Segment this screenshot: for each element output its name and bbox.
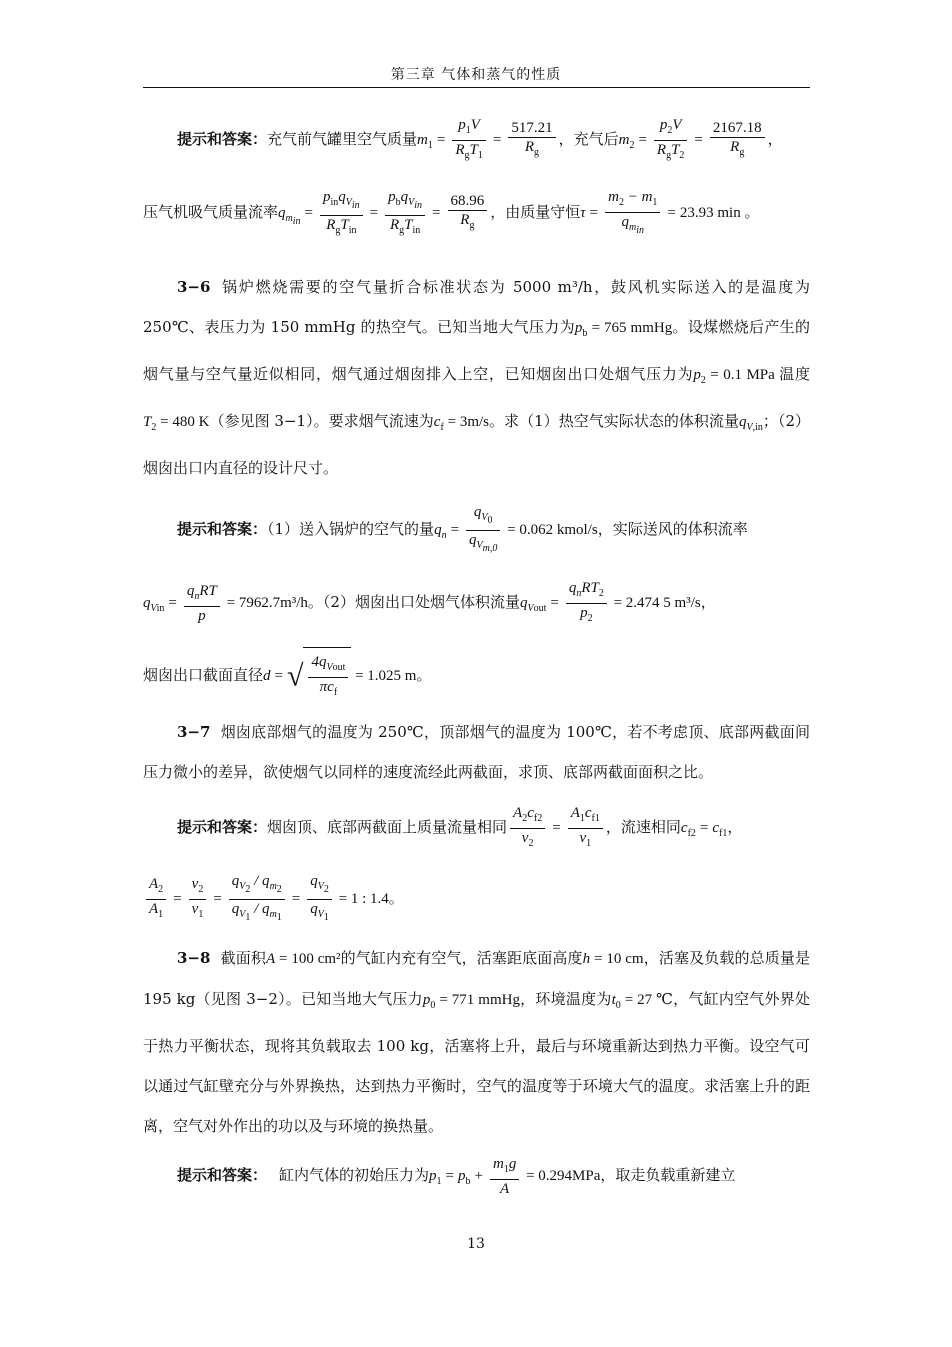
- problem-number: 3−8: [177, 949, 211, 968]
- page-number: 13: [467, 1236, 485, 1252]
- hint-3-6-line3: 烟囱出口截面直径d = √ $\frac{4q_{Vout}}{\pi c_f}$ = 1.025 m。: [143, 646, 810, 706]
- hint-3-7-line2: $\frac{A_2}{A_1}$ = $\frac{v_2}{v_1}$ = $\frac{q_{V_2} / q_{m_2}}{q_{V_1} / q_{m_1}}$ = $\frac{q_{V_2}}{q_{V_1}}$ = 1 : 1.4。: [143, 869, 810, 928]
- hint-label: 提示和答案：: [177, 130, 268, 148]
- hint-3-6-line2: $q_{Vin}$ = $\frac{q_nRT}{p}$ = 7962.7m³/h。（2）烟囱出口处烟气体积流量$q_{Vout}$ = $\frac{q_nRT_2}{p_2}$ = 2.474 5 m³/s，: [143, 580, 716, 625]
- formula-m1: $m_1$ = $\frac{p_1V}{R_gT_1}$ = $\frac{517.21}{R_g}$: [417, 132, 559, 148]
- formula-m2: $m_2$ = $\frac{p_2V}{R_gT_2}$ = $\frac{2167.18}{R_g}$: [619, 132, 768, 148]
- header-rule: [143, 87, 810, 88]
- formula-qm: $q_{m_{in}}=$ $\frac{p_{in}q_{V_{in}}}{R_gT_{in}}$ = $\frac{p_bq_{V_{in}}}{R_gT_{in}}$ = $\frac{68.96}{R_g}$: [278, 205, 490, 221]
- problem-number: 3−7: [177, 723, 211, 742]
- hint-3-5-line1: 提示和答案：充气前气罐里空气质量$m_1$ = $\frac{p_1V}{R_gT_1}$ = $\frac{517.21}{R_g}$ ，充气后$m_2$ = $\frac{p_2V}{R_gT_2}$ = $\frac{2167.18}{R_g}$ ，: [177, 117, 783, 162]
- body-text: [143, 110, 810, 1211]
- problem-3-7: 3−7 烟囱底部烟气的温度为 250℃，顶部烟气的温度为 100℃，若不考虑顶、底部两截面间压力微小的差异，欲使烟气以同样的速度流经此两截面，求顶、底部两截面面积之比。: [143, 723, 810, 782]
- hint-3-5-line2: 压气机吸气质量流率$q_{m_{in}}=$ $\frac{p_{in}q_{V_{in}}}{R_gT_{in}}$ = $\frac{p_bq_{V_{in}}}{R_gT_{in}}$ = $\frac{68.96}{R_g}$ ，由质量守恒τ = $\frac{m_2 - m_1}{q_{m_{in}}}$ = 23.93 min 。: [143, 188, 760, 236]
- problem-number: 3−6: [177, 278, 211, 296]
- problem-3-6: 3−6 锅炉燃烧需要的空气量折合标准状态为 5000 m³/h，鼓风机实际送入的是温度为 250℃、表压力为 150 mmHg 的热空气。已知当地大气压力为$p_b = 765$ mmHg。设煤燃烧后产生的烟气量与空气量近似相同，烟气通过烟囱排入上空，已知烟囱出口处烟气压力为$p_2 = 0.1$ MPa 温度$T_2 = 480$ K（参见图 3−1）。要求烟气流速为$c_f = 3m/s$。求（1）热空气实际状态的体积流量$q_{V,in}$；（2）烟囱出口内直径的设计尺寸。: [143, 278, 811, 477]
- hint-3-8-line1: 提示和答案： 缸内气体的初始压力为$p_1 = p_b$ + $\frac{m_1g}{A}$ = 0.294MPa，取走负载重新建立: [177, 1156, 736, 1198]
- running-head: 第三章 气体和蒸气的性质: [390, 67, 562, 83]
- problem-3-8: 3−8 截面积A = 100 cm²的气缸内充有空气，活塞距底面高度h = 10 cm，活塞及负载的总质量是 195 kg（见图 3−2）。已知当地大气压力$p_0 = 771$ mmHg，环境温度为$t_0 = 27$ ℃，气缸内空气外界处于热力平衡状态，现将其负载取去 100 kg，活塞将上升，最后与环境重新达到热力平衡。设空气可以通过气缸壁充分与外界换热，达到热力平衡时，空气的温度等于环境大气的温度。求活塞上升的距离，空气对外作出的功以及与环境的换热量。: [143, 949, 810, 1136]
- formula-tau: τ = $\frac{m_2 - m_1}{q_{m_{in}}}$ = 23.93 min 。: [580, 188, 760, 236]
- hint-3-7-line1: 提示和答案：烟囱顶、底部两截面上质量流量相同 $\frac{A_2c_{f2}}{v_2}$ = $\frac{A_1c_{f1}}{v_1}$ ，流速相同$c_{f2} = c_{f1}$，: [177, 805, 743, 850]
- hint-3-6-line1: 提示和答案：（1）送入锅炉的空气的量$q_n$ = $\frac{q_{V_0}}{q_{V_{m,0}}}$ = 0.062 kmol/s，实际送风的体积流率: [177, 504, 748, 555]
